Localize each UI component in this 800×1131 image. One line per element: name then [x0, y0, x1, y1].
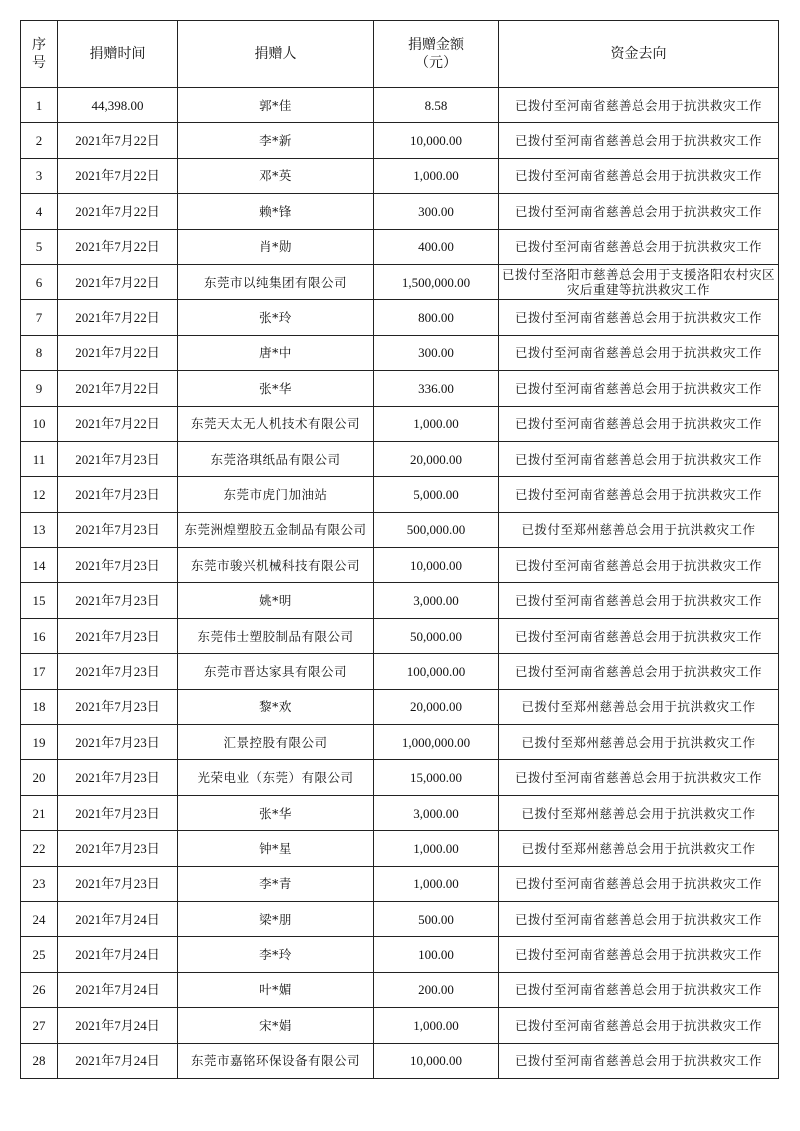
table-row [21, 689, 779, 724]
cell-dest: 已拨付至河南省慈善总会用于抗洪救灾工作 [499, 760, 779, 795]
cell-seq: 18 [21, 689, 58, 724]
cell-seq: 4 [21, 194, 58, 229]
cell-seq: 19 [21, 725, 58, 760]
cell-amount: 500.00 [374, 901, 499, 936]
table-row [21, 229, 779, 264]
cell-time: 2021年7月23日 [58, 725, 178, 760]
cell-dest: 已拨付至郑州慈善总会用于抗洪救灾工作 [499, 795, 779, 830]
cell-seq: 23 [21, 866, 58, 901]
cell-amount: 336.00 [374, 371, 499, 406]
table-row [21, 972, 779, 1007]
cell-donor: 东莞市嘉铭环保设备有限公司 [178, 1043, 374, 1078]
header-donor: 捐赠人 [178, 21, 374, 88]
table-row [21, 760, 779, 795]
cell-seq: 20 [21, 760, 58, 795]
cell-dest: 已拨付至河南省慈善总会用于抗洪救灾工作 [499, 1008, 779, 1043]
cell-time: 2021年7月23日 [58, 512, 178, 547]
header-time: 捐赠时间 [58, 21, 178, 88]
cell-donor: 东莞市以纯集团有限公司 [178, 264, 374, 299]
table-row [21, 477, 779, 512]
table-row [21, 901, 779, 936]
cell-dest: 已拨付至河南省慈善总会用于抗洪救灾工作 [499, 477, 779, 512]
cell-seq: 3 [21, 158, 58, 193]
cell-seq: 5 [21, 229, 58, 264]
cell-amount: 100.00 [374, 937, 499, 972]
table-row [21, 548, 779, 583]
table-row [21, 335, 779, 370]
cell-donor: 肖*勋 [178, 229, 374, 264]
cell-amount: 500,000.00 [374, 512, 499, 547]
cell-amount: 15,000.00 [374, 760, 499, 795]
cell-amount: 1,000.00 [374, 831, 499, 866]
cell-donor: 东莞市虎门加油站 [178, 477, 374, 512]
cell-seq: 27 [21, 1008, 58, 1043]
cell-dest: 已拨付至河南省慈善总会用于抗洪救灾工作 [499, 901, 779, 936]
header-seq: 序号 [21, 21, 58, 88]
table-row [21, 583, 779, 618]
cell-amount: 20,000.00 [374, 689, 499, 724]
table-row [21, 654, 779, 689]
cell-seq: 2 [21, 123, 58, 158]
cell-dest: 已拨付至河南省慈善总会用于抗洪救灾工作 [499, 583, 779, 618]
cell-dest: 已拨付至河南省慈善总会用于抗洪救灾工作 [499, 158, 779, 193]
header-dest: 资金去向 [499, 21, 779, 88]
cell-donor: 光荣电业（东莞）有限公司 [178, 760, 374, 795]
cell-time: 2021年7月24日 [58, 1043, 178, 1078]
cell-amount: 400.00 [374, 229, 499, 264]
cell-amount: 1,500,000.00 [374, 264, 499, 299]
cell-dest: 已拨付至郑州慈善总会用于抗洪救灾工作 [499, 689, 779, 724]
header-row [21, 21, 779, 88]
table-row [21, 937, 779, 972]
cell-amount: 1,000.00 [374, 866, 499, 901]
cell-amount: 100,000.00 [374, 654, 499, 689]
cell-seq: 10 [21, 406, 58, 441]
cell-time: 2021年7月23日 [58, 477, 178, 512]
table-row [21, 158, 779, 193]
cell-donor: 黎*欢 [178, 689, 374, 724]
cell-time: 2021年7月22日 [58, 123, 178, 158]
cell-time: 2021年7月23日 [58, 441, 178, 476]
cell-time: 2021年7月23日 [58, 654, 178, 689]
table-row [21, 123, 779, 158]
cell-dest: 已拨付至河南省慈善总会用于抗洪救灾工作 [499, 441, 779, 476]
cell-time: 2021年7月22日 [58, 229, 178, 264]
cell-dest: 已拨付至河南省慈善总会用于抗洪救灾工作 [499, 371, 779, 406]
table-row [21, 300, 779, 335]
cell-donor: 邓*英 [178, 158, 374, 193]
cell-donor: 梁*朋 [178, 901, 374, 936]
cell-donor: 李*青 [178, 866, 374, 901]
cell-amount: 3,000.00 [374, 583, 499, 618]
cell-dest: 已拨付至河南省慈善总会用于抗洪救灾工作 [499, 88, 779, 123]
cell-time: 2021年7月23日 [58, 831, 178, 866]
cell-seq: 16 [21, 618, 58, 653]
cell-seq: 14 [21, 548, 58, 583]
cell-seq: 13 [21, 512, 58, 547]
cell-donor: 东莞市晋达家具有限公司 [178, 654, 374, 689]
cell-seq: 1 [21, 88, 58, 123]
cell-seq: 12 [21, 477, 58, 512]
cell-seq: 26 [21, 972, 58, 1007]
cell-time: 2021年7月23日 [58, 548, 178, 583]
cell-dest: 已拨付至河南省慈善总会用于抗洪救灾工作 [499, 654, 779, 689]
cell-time: 2021年7月23日 [58, 760, 178, 795]
cell-donor: 赖*锋 [178, 194, 374, 229]
cell-dest: 已拨付至河南省慈善总会用于抗洪救灾工作 [499, 937, 779, 972]
cell-donor: 汇景控股有限公司 [178, 725, 374, 760]
table-row [21, 1008, 779, 1043]
cell-seq: 7 [21, 300, 58, 335]
cell-amount: 300.00 [374, 335, 499, 370]
cell-seq: 22 [21, 831, 58, 866]
cell-seq: 25 [21, 937, 58, 972]
cell-donor: 张*华 [178, 795, 374, 830]
cell-amount: 1,000.00 [374, 406, 499, 441]
cell-time: 2021年7月24日 [58, 972, 178, 1007]
cell-amount: 8.58 [374, 88, 499, 123]
cell-donor: 叶*媚 [178, 972, 374, 1007]
cell-time: 2021年7月24日 [58, 1008, 178, 1043]
cell-dest: 已拨付至河南省慈善总会用于抗洪救灾工作 [499, 618, 779, 653]
table-row [21, 725, 779, 760]
cell-amount: 10,000.00 [374, 548, 499, 583]
cell-dest: 已拨付至郑州慈善总会用于抗洪救灾工作 [499, 831, 779, 866]
cell-donor: 唐*中 [178, 335, 374, 370]
cell-time: 2021年7月22日 [58, 194, 178, 229]
cell-amount: 800.00 [374, 300, 499, 335]
cell-time: 44,398.00 [58, 88, 178, 123]
table-row [21, 406, 779, 441]
cell-seq: 8 [21, 335, 58, 370]
cell-donor: 东莞伟士塑胶制品有限公司 [178, 618, 374, 653]
table-row [21, 371, 779, 406]
table-row [21, 194, 779, 229]
cell-amount: 3,000.00 [374, 795, 499, 830]
cell-dest: 已拨付至河南省慈善总会用于抗洪救灾工作 [499, 300, 779, 335]
cell-dest: 已拨付至河南省慈善总会用于抗洪救灾工作 [499, 548, 779, 583]
table-row [21, 618, 779, 653]
table-row [21, 795, 779, 830]
cell-dest: 已拨付至河南省慈善总会用于抗洪救灾工作 [499, 866, 779, 901]
table-row [21, 264, 779, 299]
cell-donor: 李*新 [178, 123, 374, 158]
cell-time: 2021年7月23日 [58, 583, 178, 618]
cell-time: 2021年7月22日 [58, 158, 178, 193]
table-row [21, 866, 779, 901]
cell-dest: 已拨付至河南省慈善总会用于抗洪救灾工作 [499, 335, 779, 370]
cell-dest: 已拨付至洛阳市慈善总会用于支援洛阳农村灾区灾后重建等抗洪救灾工作 [499, 264, 779, 299]
cell-donor: 张*玲 [178, 300, 374, 335]
cell-donor: 东莞洲煌塑胶五金制品有限公司 [178, 512, 374, 547]
cell-dest: 已拨付至河南省慈善总会用于抗洪救灾工作 [499, 194, 779, 229]
cell-donor: 东莞市骏兴机械科技有限公司 [178, 548, 374, 583]
cell-time: 2021年7月22日 [58, 371, 178, 406]
cell-time: 2021年7月22日 [58, 406, 178, 441]
cell-seq: 21 [21, 795, 58, 830]
table-row [21, 441, 779, 476]
header-amount-label: 捐赠金额 [408, 37, 464, 53]
table-row [21, 88, 779, 123]
cell-time: 2021年7月23日 [58, 689, 178, 724]
cell-seq: 9 [21, 371, 58, 406]
cell-amount: 20,000.00 [374, 441, 499, 476]
cell-amount: 1,000.00 [374, 1008, 499, 1043]
cell-time: 2021年7月22日 [58, 300, 178, 335]
cell-seq: 17 [21, 654, 58, 689]
table-row [21, 831, 779, 866]
cell-time: 2021年7月23日 [58, 866, 178, 901]
table-row [21, 1043, 779, 1078]
cell-donor: 宋*娟 [178, 1008, 374, 1043]
cell-amount: 300.00 [374, 194, 499, 229]
cell-time: 2021年7月24日 [58, 937, 178, 972]
cell-amount: 200.00 [374, 972, 499, 1007]
cell-dest: 已拨付至河南省慈善总会用于抗洪救灾工作 [499, 972, 779, 1007]
cell-seq: 15 [21, 583, 58, 618]
cell-amount: 1,000,000.00 [374, 725, 499, 760]
cell-donor: 张*华 [178, 371, 374, 406]
cell-amount: 10,000.00 [374, 1043, 499, 1078]
cell-donor: 钟*星 [178, 831, 374, 866]
cell-time: 2021年7月22日 [58, 335, 178, 370]
table-body [21, 88, 779, 1079]
cell-time: 2021年7月22日 [58, 264, 178, 299]
cell-seq: 28 [21, 1043, 58, 1078]
cell-amount: 5,000.00 [374, 477, 499, 512]
cell-dest: 已拨付至郑州慈善总会用于抗洪救灾工作 [499, 725, 779, 760]
cell-donor: 李*玲 [178, 937, 374, 972]
cell-amount: 10,000.00 [374, 123, 499, 158]
cell-dest: 已拨付至河南省慈善总会用于抗洪救灾工作 [499, 123, 779, 158]
cell-time: 2021年7月24日 [58, 901, 178, 936]
table-header [21, 21, 779, 88]
donation-table [20, 20, 779, 1079]
cell-donor: 郭*佳 [178, 88, 374, 123]
table-row [21, 512, 779, 547]
cell-amount: 1,000.00 [374, 158, 499, 193]
header-amount-unit: （元） [415, 55, 457, 71]
header-amount [374, 21, 499, 88]
cell-amount: 50,000.00 [374, 618, 499, 653]
cell-donor: 姚*明 [178, 583, 374, 618]
cell-dest: 已拨付至河南省慈善总会用于抗洪救灾工作 [499, 406, 779, 441]
cell-seq: 11 [21, 441, 58, 476]
cell-time: 2021年7月23日 [58, 618, 178, 653]
cell-dest: 已拨付至河南省慈善总会用于抗洪救灾工作 [499, 229, 779, 264]
cell-time: 2021年7月23日 [58, 795, 178, 830]
cell-dest: 已拨付至河南省慈善总会用于抗洪救灾工作 [499, 1043, 779, 1078]
cell-seq: 6 [21, 264, 58, 299]
cell-seq: 24 [21, 901, 58, 936]
cell-dest: 已拨付至郑州慈善总会用于抗洪救灾工作 [499, 512, 779, 547]
cell-donor: 东莞洛琪纸品有限公司 [178, 441, 374, 476]
cell-donor: 东莞天太无人机技术有限公司 [178, 406, 374, 441]
